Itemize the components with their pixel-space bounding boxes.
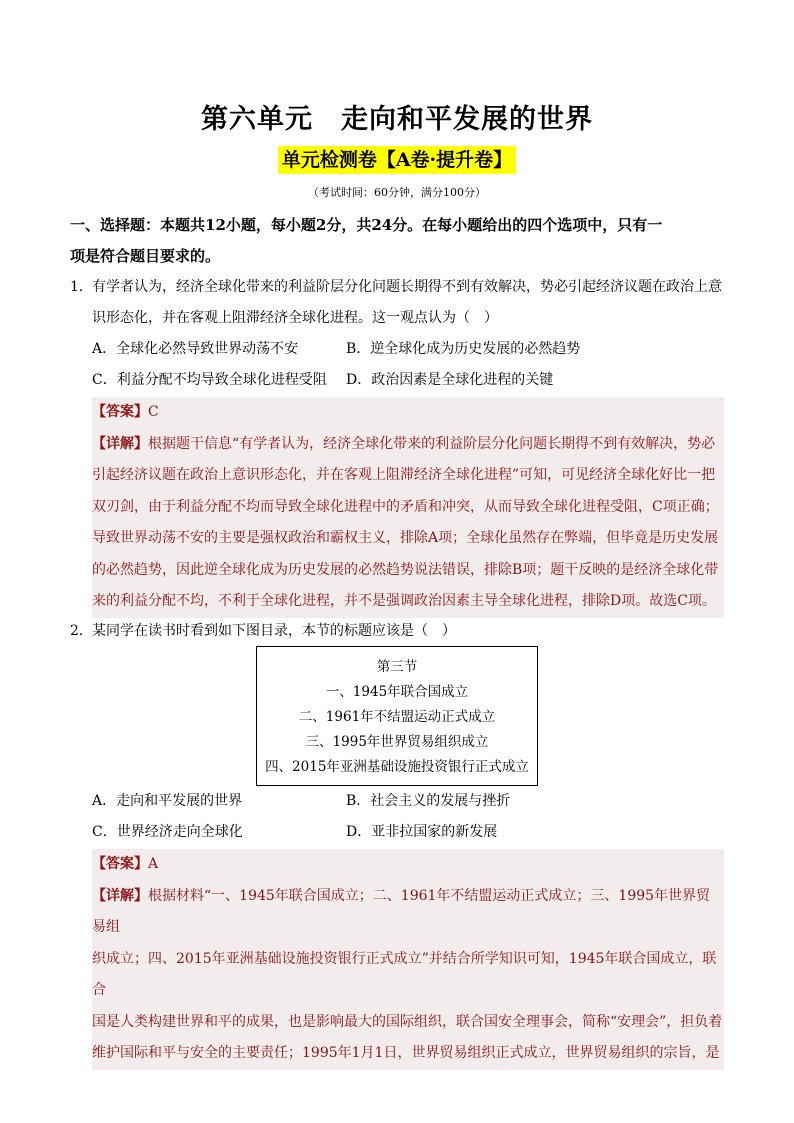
detail-line: 来的利益分配不均，不利于全球化进程，并不是强调政治因素主导全球化进程，排除D项。故选C项。 [92,593,716,609]
detail-line: 导致世界动荡不安的主要是强权政治和霸权主义，排除A项；全球化虽然存在弊端，但毕竟是历史发展 [92,530,719,546]
option-c[interactable]: C．利益分配不均导致全球化进程受阻 [92,372,327,388]
detail-line: 双刃剑，由于利益分配不均而导致全球化进程中的矛盾和冲突，从而导致全球化进程受阻，C项正确； [92,498,719,515]
option-b[interactable]: B．社会主义的发展与挫折 [346,793,511,809]
q1-answer-block [92,397,724,618]
subtitle-wrapper [0,146,794,174]
option-d[interactable]: D．政治因素是全球化进程的关键 [346,372,554,388]
question-number: 1． [70,279,93,295]
answer-line [92,397,724,429]
toc-line: 二、1961年不结盟运动正式成立 [298,709,496,725]
section-heading [70,210,730,272]
q1-options-row1 [92,334,732,364]
section-heading-line1: 一、选择题：本题共12小题，每小题2分，共24分。在每小题给出的四个选项中，只有一 [70,216,663,234]
detail-line: 引起经济议题在政治上意识形态化，并在客观上阻滞经济全球化进程”可知，可见经济全球化好比一把 [92,467,716,483]
toc-line: 四、2015年亚洲基础设施投资银行正式成立 [265,759,529,775]
question-number: 2． [70,623,93,639]
detail-tag: 【详解】 [92,435,148,452]
table-of-contents-box [256,646,538,786]
detail-line: 国是人类构建世界和平的成果，也是影响最大的国际组织，联合国安全理事会，简称“安理会”，担负着 [92,1013,723,1030]
answer-value: C [148,404,159,420]
answer-value: A [148,856,159,872]
detail-line: 维护国际和平与安全的主要责任；1995年1月1日，世界贸易组织正式成立，世界贸易组织的宗旨，是 [92,1045,720,1061]
answer-tag: 【答案】 [92,856,148,872]
detail-tag: 【详解】 [92,887,148,904]
question-1 [70,272,730,334]
detail-line: 的必然趋势，因此逆全球化成为历史发展的必然趋势说法错误，排除B项；题干反映的是经济全球化带 [92,561,719,578]
detail-text: 根据材料“一、1945年联合国成立；二、1961年不结盟运动正式成立；三、1995年世界贸易组 [92,887,711,935]
q1-options-row2 [92,365,732,395]
exam-info: （考试时间：60分钟，满分100分） [308,186,486,199]
unit-title: 第六单元 走向和平发展的世界 [201,104,593,135]
question-2 [70,616,730,647]
toc-line: 三、1995年世界贸易组织成立 [305,734,489,750]
option-a[interactable]: A．走向和平发展的世界 [92,793,243,809]
question-stem-line2: 识形态化，并在客观上阻滞经济全球化进程。这一观点认为（ ） [92,310,498,326]
q2-options-row1 [92,786,732,816]
exam-subtitle: 单元检测卷【A卷·提升卷】 [278,146,516,174]
detail-line: 织成立；四、2015年亚洲基础设施投资银行正式成立”并结合所学知识可知，1945年联合国成立，联合 [92,950,717,998]
answer-tag: 【答案】 [92,404,148,420]
q2-options-row2 [92,817,732,847]
option-b[interactable]: B．逆全球化成为历史发展的必然趋势 [346,341,581,357]
detail-line [92,881,724,944]
section-heading-line2: 项是符合题目要求的。 [70,247,221,265]
option-d[interactable]: D．亚非拉国家的新发展 [346,824,498,840]
question-stem-line1: 有学者认为，经济全球化带来的利益阶层分化问题长期得不到有效解决，势必引起经济议题在政治上意 [92,279,722,295]
question-stem-line1: 某同学在读书时看到如下图目录，本节的标题应该是（ ） [92,623,456,639]
q2-answer-block [92,849,724,1070]
toc-line: 一、1945年联合国成立 [325,684,469,700]
option-a[interactable]: A．全球化必然导致世界动荡不安 [92,341,299,357]
answer-line [92,849,724,881]
option-c[interactable]: C．世界经济走向全球化 [92,824,243,840]
detail-text: 根据题干信息“有学者认为，经济全球化带来的利益阶层分化问题长期得不到有效解决，势必 [148,435,716,452]
toc-line: 第三节 [376,659,418,675]
detail-line [92,429,724,461]
